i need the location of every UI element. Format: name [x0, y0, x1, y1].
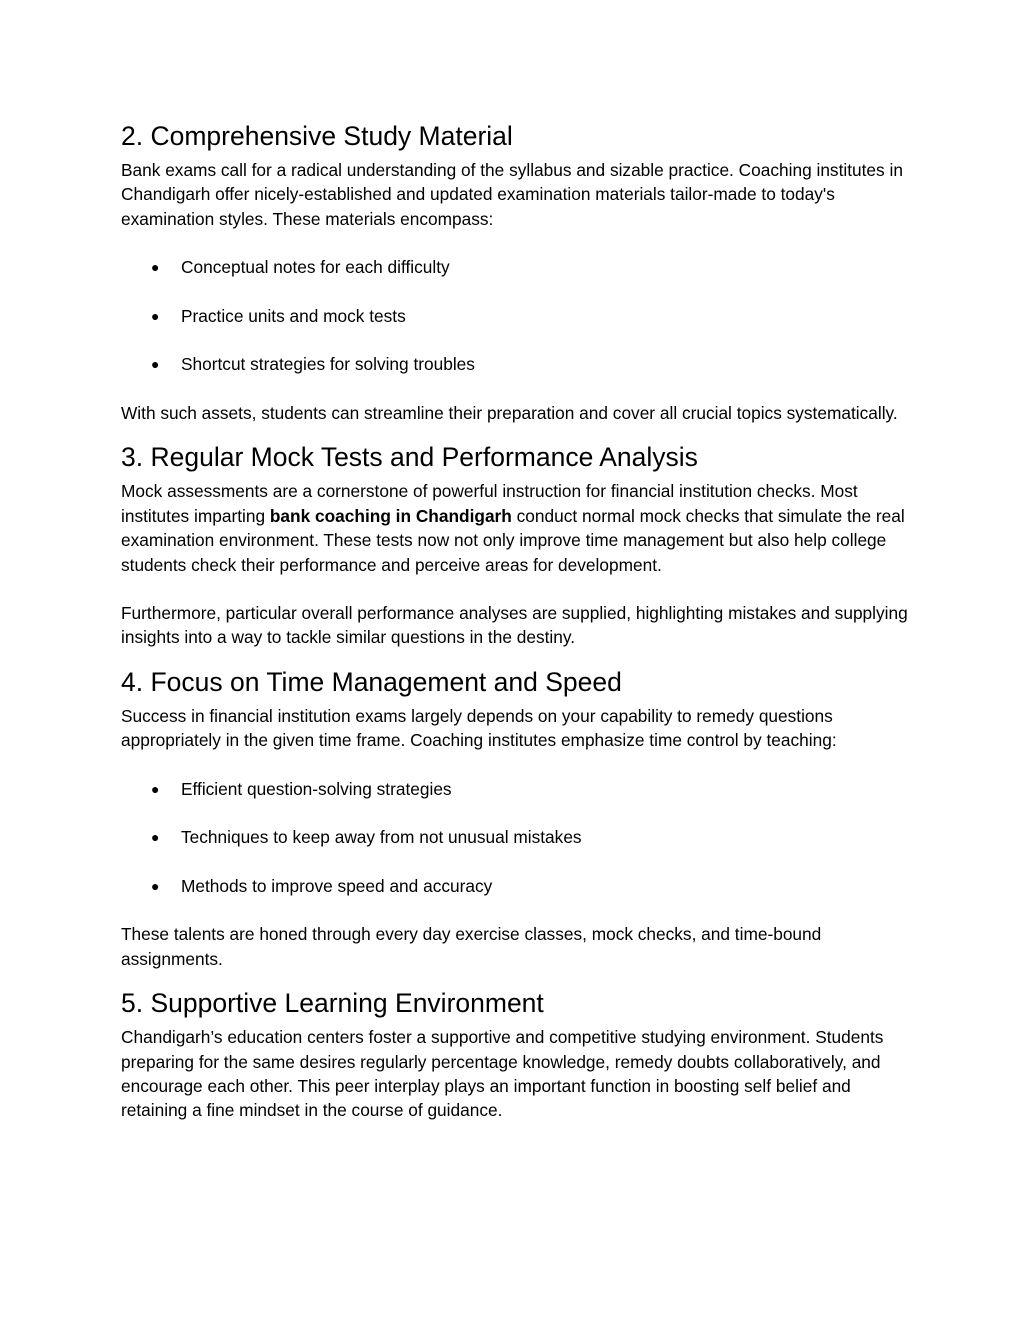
section-study-material — [121, 120, 911, 425]
paragraph: Furthermore, particular overall performance analyses are supplied, highlighting mistakes and supplying insights into a way to tackle similar questions in the destiny. — [121, 603, 908, 648]
list-item-text: Efficient question-solving strategies — [181, 778, 452, 799]
section-learning-environment — [121, 987, 911, 1123]
section-heading: 3. Regular Mock Tests and Performance Analysis — [121, 442, 698, 473]
paragraph: Bank exams call for a radical understanding of the syllabus and sizable practice. Coaching institutes in Chandigarh offer nicely-established and updated examination materials tailor-made to today's examination styles. These materials encompass: — [121, 160, 903, 229]
section-heading: 2. Comprehensive Study Material — [121, 121, 513, 151]
list-item — [121, 352, 911, 376]
document-page — [121, 120, 911, 1147]
section-heading: 5. Supportive Learning Environment — [121, 988, 544, 1019]
list-item — [121, 304, 911, 328]
bullet-icon: ● — [151, 259, 160, 276]
bullet-icon: ● — [151, 829, 160, 846]
bullet-icon: ● — [151, 780, 160, 797]
bullet-icon: ● — [151, 307, 160, 324]
list-item — [121, 777, 911, 801]
list-item-text: Methods to improve speed and accuracy — [181, 875, 493, 896]
paragraph: Chandigarh’s education centers foster a supportive and competitive studying environment. Students preparing for the same desires regularly percentage knowledge, remedy doubts collaboratively, and encourage each other. This peer interplay plays an important function in boosting self belief and retaining a fine mindset in the course of guidance. — [121, 1027, 884, 1121]
bold-keyword: bank coaching in Chandigarh — [269, 505, 512, 526]
paragraph: With such assets, students can streamline their preparation and cover all crucial topics systematically. — [121, 403, 898, 423]
list-item — [121, 825, 911, 849]
bullet-list — [121, 777, 911, 899]
section-heading: 4. Focus on Time Management and Speed — [121, 666, 622, 697]
section-mock-tests — [121, 441, 911, 649]
paragraph-text: Mock assessments are a cornerstone of powerful instruction for financial institution checks. Most institutes imparting — [121, 481, 858, 526]
list-item-text: Techniques to keep away from not unusual mistakes — [181, 827, 582, 848]
list-item-text: Conceptual notes for each difficulty — [181, 257, 450, 278]
paragraph: These talents are honed through every day exercise classes, mock checks, and time-bound assignments. — [121, 924, 822, 969]
list-item — [121, 255, 911, 279]
paragraph: Success in financial institution exams largely depends on your capability to remedy questions appropriately in the given time frame. Coaching institutes emphasize time control by teaching: — [121, 705, 837, 751]
list-item — [121, 874, 911, 898]
bullet-list — [121, 255, 911, 377]
bullet-icon: ● — [151, 877, 160, 894]
paragraph — [121, 479, 911, 577]
paragraph-text: conduct normal mock checks that simulate the real examination environment. These tests now not only improve time management but also help college students check their performance and perceive areas for development. — [121, 505, 905, 575]
bullet-icon: ● — [151, 356, 160, 373]
list-item-text: Practice units and mock tests — [181, 305, 406, 326]
list-item-text: Shortcut strategies for solving troubles — [181, 354, 475, 375]
section-time-management — [121, 666, 911, 971]
